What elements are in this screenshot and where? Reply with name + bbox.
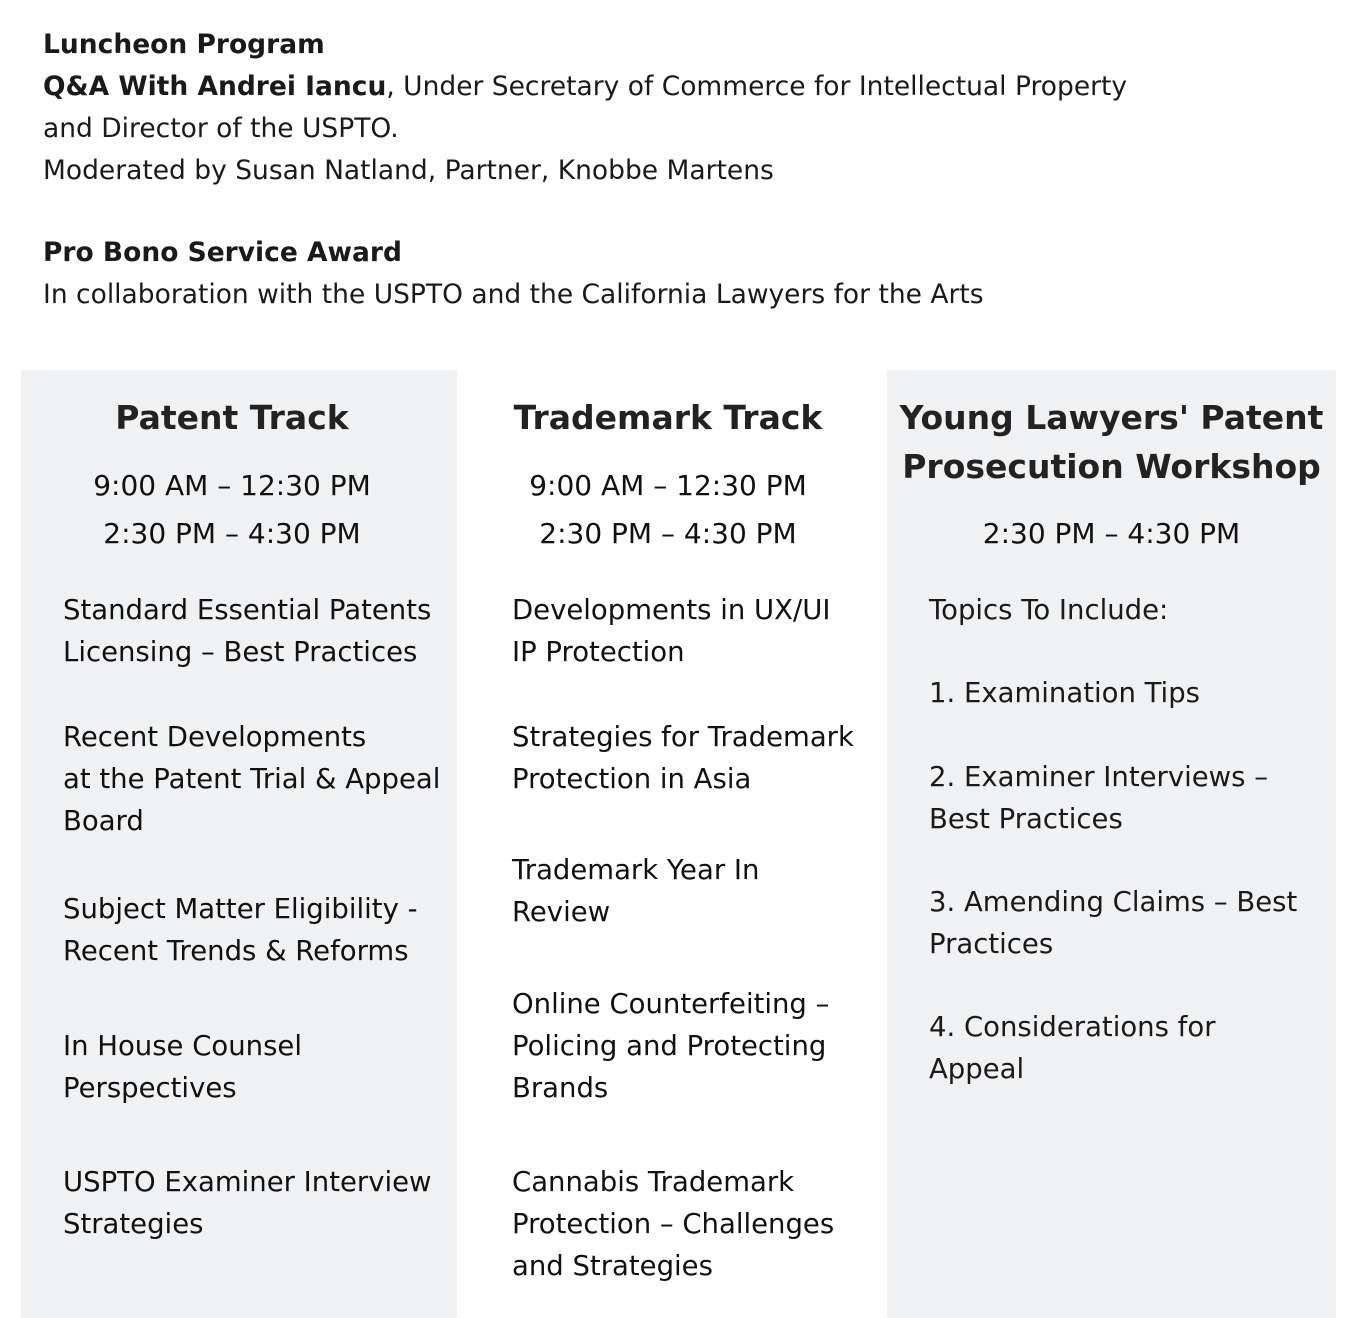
award-text: In collaboration with the USPTO and the California Lawyers for the Arts (43, 279, 984, 310)
qa-line (43, 66, 1243, 108)
moderator-line: Moderated by Susan Natland, Partner, Knobbe Martens (43, 155, 774, 186)
qa-speaker-title: , Under Secretary of Commerce for Intellectual Property (386, 71, 1128, 102)
patent-session: Standard Essential Patents Licensing – Best Practices (63, 594, 432, 668)
patent-session: Subject Matter Eligibility - Recent Trends & Reforms (63, 893, 418, 967)
trademark-track-time-1: 9:00 AM – 12:30 PM (529, 469, 807, 502)
luncheon-heading: Luncheon Program (43, 29, 325, 60)
topics-intro: Topics To Include: (929, 594, 1169, 626)
qa-speaker: Q&A With Andrei Iancu (43, 71, 387, 102)
young-lawyers-workshop-title: Young Lawyers' Patent Prosecution Workshop (899, 398, 1324, 486)
trademark-session: Developments in UX/UI IP Protection (512, 594, 831, 668)
trademark-session-list (512, 589, 882, 1287)
young-lawyers-workshop-column (887, 370, 1336, 1318)
workshop-topic: 2. Examiner Interviews – Best Practices (929, 761, 1268, 835)
trademark-session: Trademark Year In Review (512, 854, 760, 928)
pro-bono-award (43, 232, 1243, 316)
trademark-track-time-2: 2:30 PM – 4:30 PM (539, 517, 797, 550)
intro-section (43, 24, 1243, 316)
trademark-track-title: Trademark Track (513, 398, 823, 437)
young-lawyers-workshop-time: 2:30 PM – 4:30 PM (982, 517, 1241, 550)
tracks-grid (21, 370, 1336, 1318)
patent-track-column (21, 370, 457, 1318)
patent-track-time-2: 2:30 PM – 4:30 PM (103, 517, 361, 550)
trademark-session: Online Counterfeiting – Policing and Protecting Brands (512, 988, 830, 1104)
award-heading: Pro Bono Service Award (43, 237, 402, 268)
workshop-topic: 1. Examination Tips (929, 677, 1200, 709)
workshop-topic: 3. Amending Claims – Best Practices (929, 886, 1298, 960)
patent-session: In House Counsel Perspectives (63, 1030, 302, 1104)
patent-track-title: Patent Track (115, 398, 349, 437)
patent-session: Recent Developments at the Patent Trial & Appeal Board (63, 721, 441, 837)
trademark-session: Cannabis Trademark Protection – Challenges and Strategies (512, 1166, 835, 1282)
workshop-topic: 4. Considerations for Appeal (929, 1011, 1216, 1085)
patent-track-time-1: 9:00 AM – 12:30 PM (93, 469, 371, 502)
luncheon-program (43, 24, 1243, 192)
trademark-session: Strategies for Trademark Protection in Asia (512, 721, 854, 795)
qa-line-2: and Director of the USPTO. (43, 113, 399, 144)
workshop-topics (929, 589, 1329, 1090)
trademark-track-column (457, 370, 887, 1318)
patent-session: USPTO Examiner Interview Strategies (63, 1166, 432, 1240)
patent-session-list (63, 589, 453, 1245)
